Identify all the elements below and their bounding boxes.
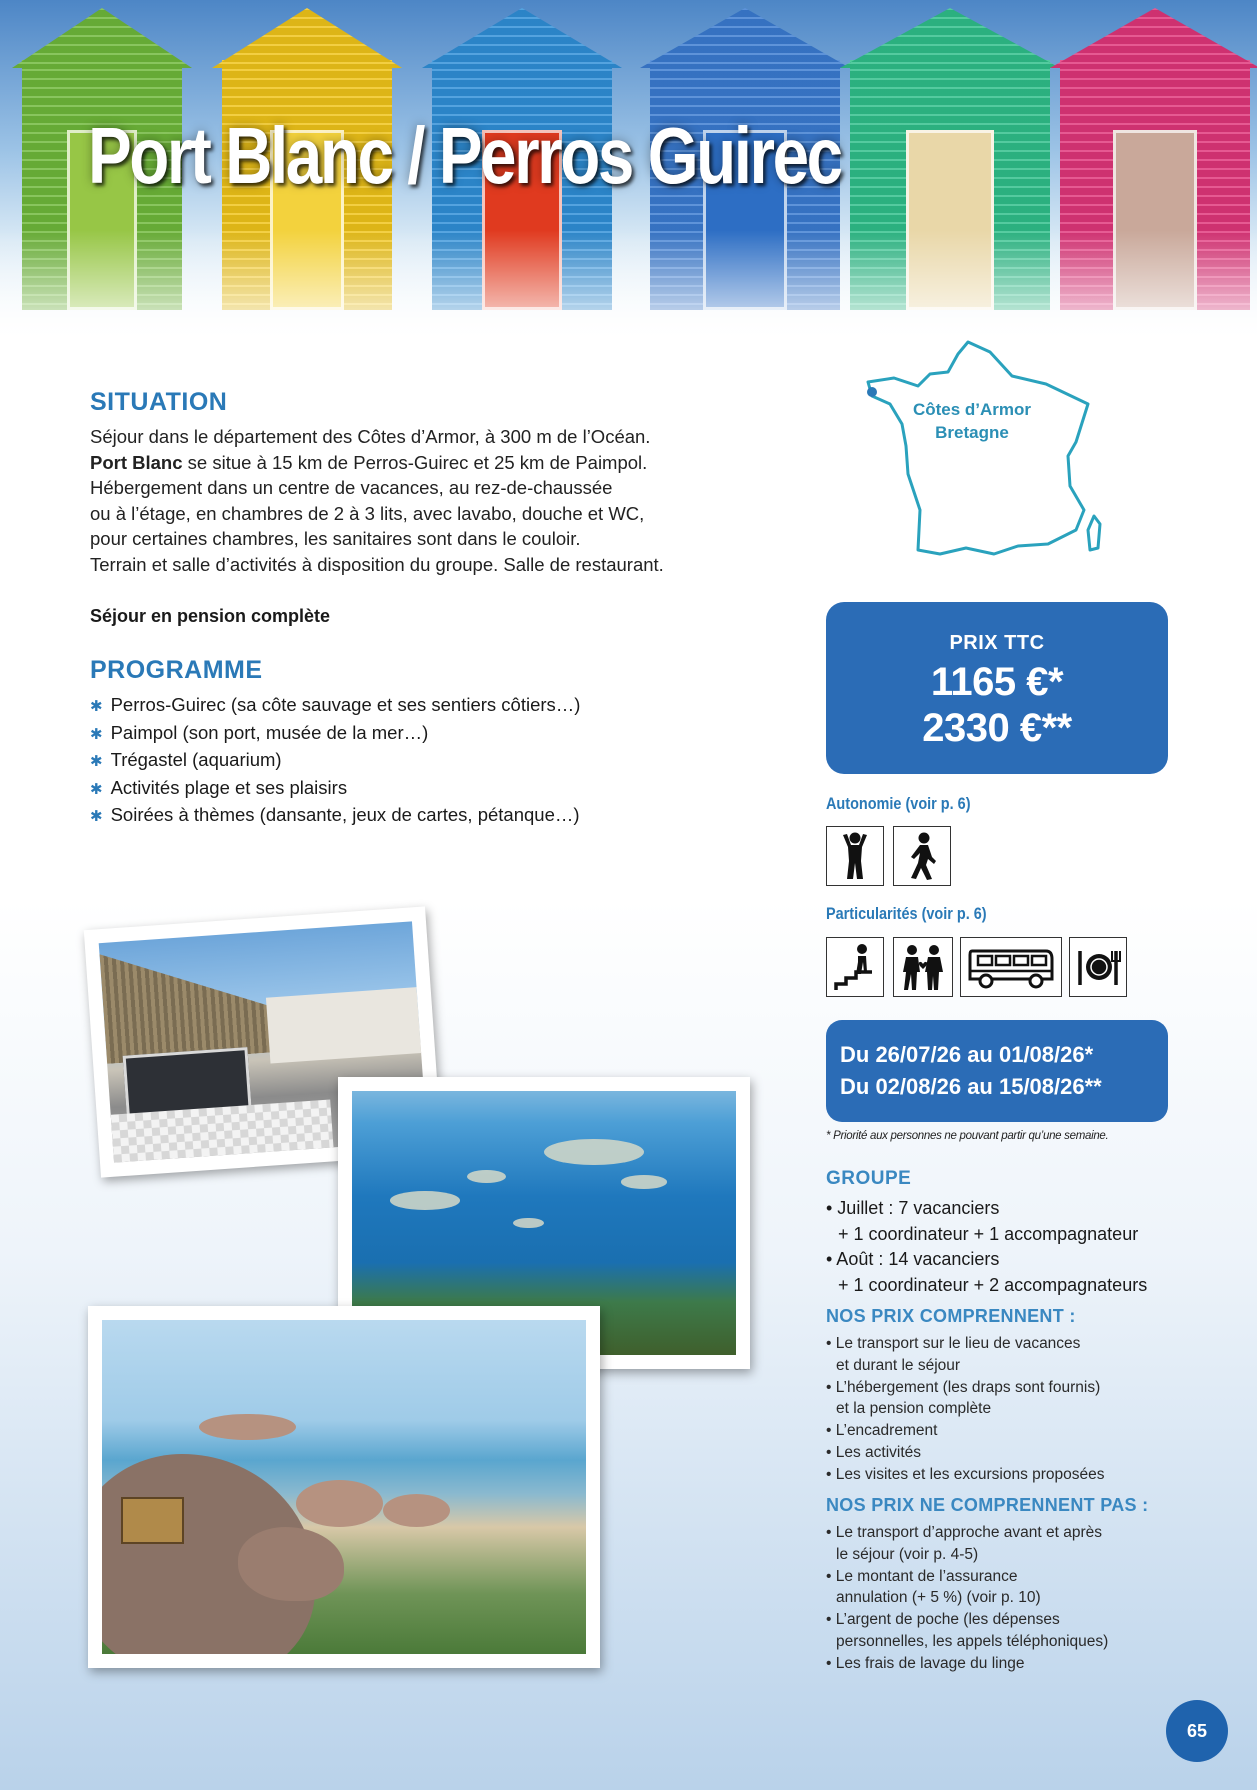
- price-label: PRIX TTC: [949, 632, 1045, 654]
- page-number: 65: [1166, 1700, 1228, 1762]
- groupe-list: [826, 1196, 1147, 1298]
- situation-line: Port Blanc se situe à 15 km de Perros-Guirec et 25 km de Paimpol.: [90, 451, 648, 473]
- situation-text: [90, 424, 664, 577]
- priority-note: * Priorité aux personnes ne pouvant partir qu’une semaine.: [826, 1130, 1109, 1142]
- date-line: Du 02/08/26 au 15/08/26**: [840, 1074, 1102, 1099]
- list-item: • Août : 14 vacanciers: [826, 1249, 1000, 1269]
- price-two-weeks: 2330 €**: [922, 706, 1072, 750]
- list-item: personnelles, les appels téléphoniques): [836, 1632, 1109, 1650]
- asterisk-icon: ✱: [90, 725, 103, 743]
- excluded-heading: NOS PRIX NE COMPRENNENT PAS :: [826, 1495, 1149, 1515]
- list-item: + 1 coordinateur + 1 accompagnateur: [838, 1223, 1139, 1244]
- stairs-icon: [826, 937, 884, 997]
- groupe-heading: GROUPE: [826, 1168, 912, 1189]
- situation-line: Séjour dans le département des Côtes d’Armor, à 300 m de l’Océan.: [90, 426, 651, 447]
- excluded-list: [826, 1522, 1108, 1675]
- situation-line: Terrain et salle d’activités à disposition du groupe. Salle de restaurant.: [90, 553, 664, 575]
- price-box: [826, 602, 1168, 774]
- france-map: [862, 334, 1110, 576]
- map-label-region: Bretagne: [935, 423, 1009, 442]
- meal-icon: [1069, 937, 1127, 997]
- list-item: ✱ Perros-Guirec (sa côte sauvage et ses sentiers côtiers…): [90, 694, 581, 715]
- list-item: • L’encadrement: [826, 1422, 938, 1440]
- list-item: • Le montant de l’assurance: [826, 1567, 1018, 1585]
- autonomie-heading: Autonomie (voir p. 6): [826, 794, 971, 813]
- list-item: ✱ Activités plage et ses plaisirs: [90, 776, 348, 798]
- list-item: + 1 coordinateur + 2 accompagnateurs: [838, 1274, 1148, 1295]
- standing-person-icon: [826, 826, 884, 886]
- included-list: [826, 1333, 1105, 1486]
- programme-list: [90, 692, 580, 830]
- situation-line: Hébergement dans un centre de vacances, au rez-de-chaussée: [90, 477, 613, 498]
- list-item: • Le transport sur le lieu de vacances: [826, 1335, 1081, 1352]
- pension-note: Séjour en pension complète: [90, 606, 331, 626]
- list-item: • Juillet : 7 vacanciers: [826, 1198, 1000, 1218]
- asterisk-icon: ✱: [90, 753, 103, 770]
- map-label-department: Côtes d’Armor: [912, 400, 1032, 419]
- couple-icon: [893, 937, 953, 997]
- list-item: • L’argent de poche (les dépenses: [826, 1611, 1060, 1629]
- particularites-heading: Particularités (voir p. 6): [826, 904, 987, 923]
- list-item: et la pension complète: [836, 1400, 992, 1418]
- list-item: • Le transport d’approche avant et après: [826, 1524, 1102, 1541]
- asterisk-icon: ✱: [90, 780, 103, 798]
- situation-heading: SITUATION: [90, 388, 228, 416]
- page-title: Port Blanc / Perros Guirec: [88, 111, 841, 200]
- list-item: • Les frais de lavage du linge: [826, 1654, 1025, 1672]
- list-item: et durant le séjour: [836, 1356, 961, 1374]
- list-item: • Les visites et les excursions proposées: [826, 1465, 1105, 1483]
- sign-board: [121, 1497, 184, 1544]
- included-heading: NOS PRIX COMPRENNENT :: [826, 1306, 1076, 1326]
- bus-icon: [960, 937, 1062, 997]
- list-item: ✱ Soirées à thèmes (dansante, jeux de cartes, pétanque…): [90, 804, 580, 825]
- walking-person-icon: [893, 826, 951, 886]
- list-item: ✱ Trégastel (aquarium): [90, 749, 282, 770]
- list-item: ✱ Paimpol (son port, musée de la mer…): [90, 721, 429, 743]
- situation-line: ou à l’étage, en chambres de 2 à 3 lits, avec lavabo, douche et WC,: [90, 502, 645, 524]
- asterisk-icon: ✱: [90, 808, 103, 825]
- list-item: annulation (+ 5 %) (voir p. 10): [836, 1589, 1041, 1607]
- date-line: Du 26/07/26 au 01/08/26*: [840, 1042, 1094, 1067]
- asterisk-icon: ✱: [90, 698, 103, 715]
- header-banner: [0, 0, 1257, 360]
- photo-rocks-beach: [88, 1306, 600, 1668]
- list-item: • L’hébergement (les draps sont fournis): [826, 1378, 1101, 1396]
- list-item: • Les activités: [826, 1443, 922, 1461]
- dates-box: [826, 1020, 1168, 1122]
- price-week: 1165 €*: [930, 660, 1064, 704]
- situation-line: pour certaines chambres, les sanitaires sont dans le couloir.: [90, 528, 581, 549]
- list-item: le séjour (voir p. 4-5): [836, 1545, 979, 1563]
- programme-heading: PROGRAMME: [90, 656, 263, 684]
- france-outline-icon: [862, 334, 1110, 576]
